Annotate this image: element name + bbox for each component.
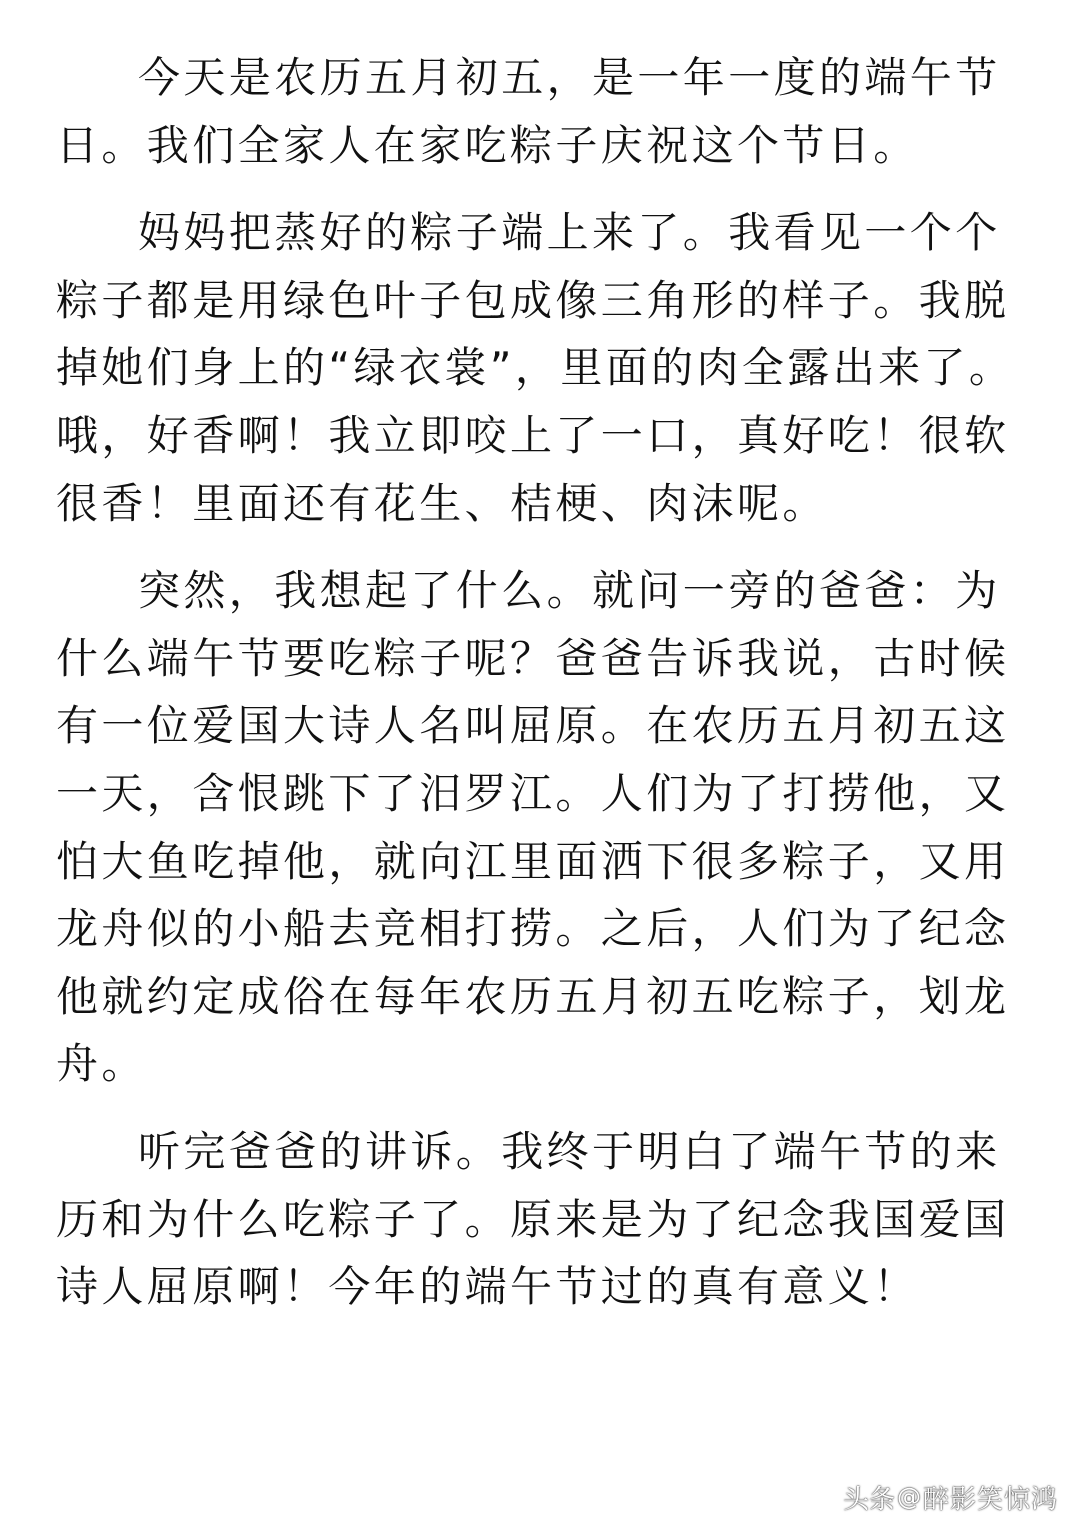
text-line: 有一位爱国大诗人名叫屈原。在农历五月初五这 [56, 701, 1010, 751]
watermark-at-sign: @ [896, 1483, 921, 1511]
essay-body [56, 44, 1026, 1321]
paragraph-gap [56, 1098, 1026, 1118]
paragraph-3 [56, 557, 1026, 1098]
text-line: 一天，含恨跳下了汨罗江。人们为了打捞他，又 [56, 768, 1010, 818]
text-line: 舟。 [56, 1039, 147, 1089]
text-line: 诗人屈原啊！今年的端午节过的真有意义！ [56, 1262, 919, 1312]
text-line: 掉她们身上的“绿衣裳”，里面的肉全露出来了。 [56, 343, 1015, 393]
text-line: 今天是农历五月初五，是一年一度的端午节 [138, 53, 1001, 102]
text-line: 哦，好香啊！我立即咬上了一口，真好吃！很软 [56, 410, 1010, 460]
text-line: 妈妈把蒸好的粽子端上来了。我看见一个个 [138, 208, 1001, 258]
text-line: 听完爸爸的讲诉。我终于明白了端午节的来 [138, 1126, 1001, 1176]
paragraph-gap [56, 537, 1026, 557]
paragraph-1 [56, 44, 1026, 179]
paragraph-2 [56, 199, 1026, 537]
watermark [843, 1477, 1058, 1517]
text-line: 很香！里面还有花生、桔梗、肉沫呢。 [56, 478, 828, 528]
watermark-source: 醉影笑惊鸿 [922, 1484, 1058, 1515]
text-line: 他就约定成俗在每年农历五月初五吃粽子，划龙 [56, 971, 1010, 1021]
text-line: 什么端午节要吃粽子呢？爸爸告诉我说，古时候 [56, 633, 1010, 683]
text-line: 粽子都是用绿色叶子包成像三角形的样子。我脱 [56, 275, 1010, 325]
paragraph-gap [56, 179, 1026, 199]
text-line: 突然，我想起了什么。就问一旁的爸爸：为 [138, 566, 1001, 616]
watermark-brand: 头条 [842, 1484, 895, 1515]
text-line: 怕大鱼吃掉他，就向江里面洒下很多粽子，又用 [56, 836, 1010, 886]
text-line: 历和为什么吃粽子了。原来是为了纪念我国爱国 [56, 1194, 1010, 1244]
paragraph-4 [56, 1118, 1026, 1321]
text-line: 日。我们全家人在家吃粽子庆祝这个节日。 [56, 120, 919, 170]
text-line: 龙舟似的小船去竞相打捞。之后，人们为了纪念 [56, 904, 1010, 954]
